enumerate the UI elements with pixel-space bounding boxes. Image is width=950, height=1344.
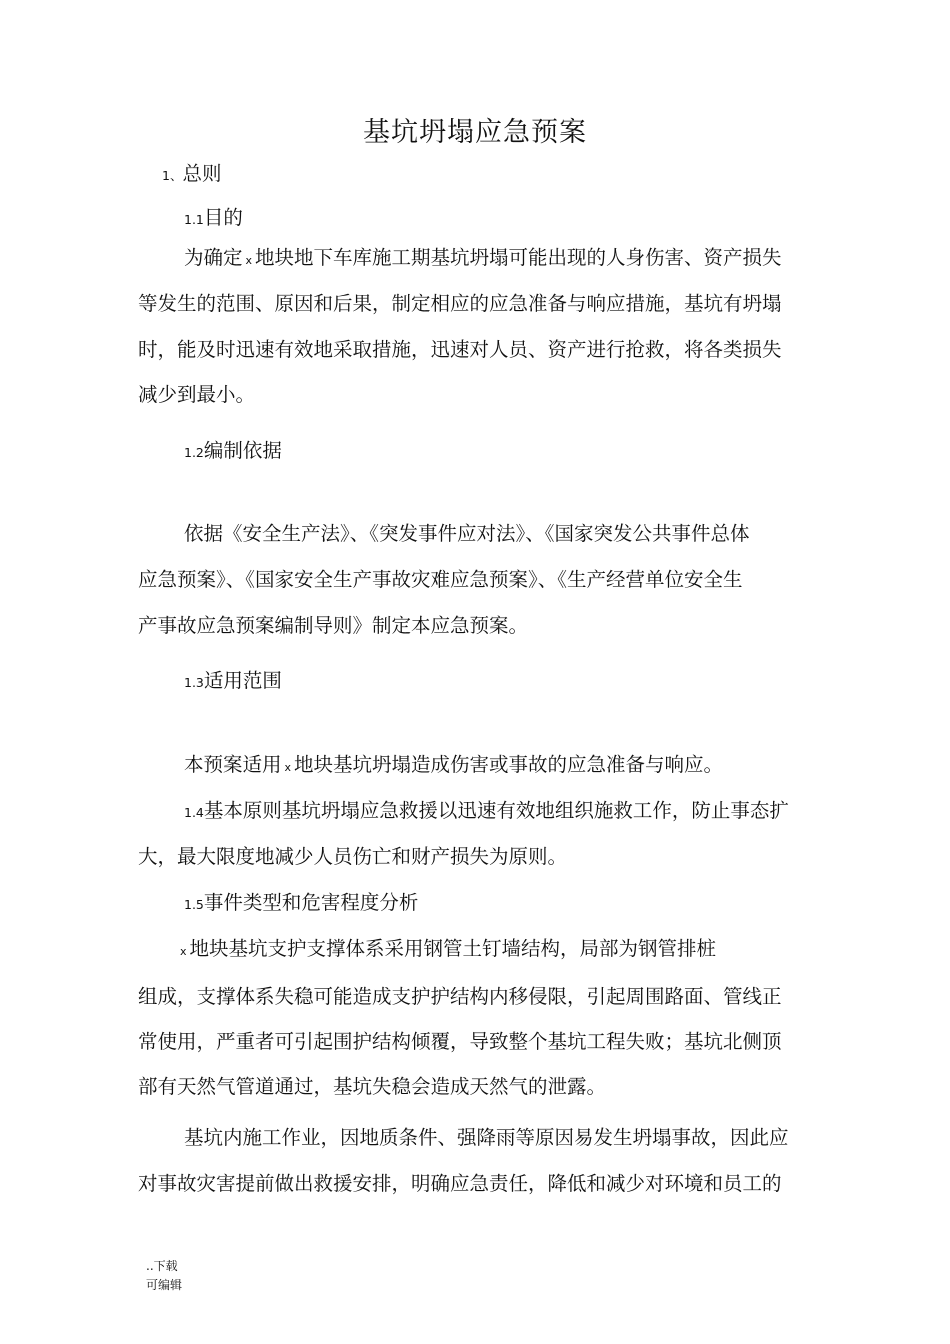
section-title: 编制依据	[203, 439, 282, 462]
section-number: 1.4	[184, 805, 204, 820]
paragraph-line	[184, 244, 782, 275]
paragraph-line: 部有天然气管道通过，基坑失稳会造成天然气的泄露。	[138, 1075, 607, 1098]
section-number: 1.1	[184, 212, 204, 227]
section-1-5-heading	[184, 889, 418, 919]
footer-editable-note: 可编辑	[146, 1278, 183, 1292]
section-1-heading	[162, 160, 221, 190]
text-span: 地块基坑支护支撑体系采用钢管土钉墙结构，局部为钢管排桩	[189, 937, 717, 960]
paragraph-line: 对事故灾害提前做出救援安排，明确应急责任，降低和减少对环境和员工的	[138, 1172, 782, 1195]
paragraph-line	[180, 935, 716, 966]
section-number: 1、	[162, 168, 183, 183]
section-title: 目的	[203, 206, 243, 229]
paragraph-line: 依据《安全生产法》、《突发事件应对法》、《国家突发公共事件总体	[184, 522, 750, 545]
section-number: 1.5	[184, 897, 204, 912]
section-title: 适用范围	[203, 669, 282, 692]
paragraph-line: 基坑内施工作业，因地质条件、强降雨等原因易发生坍塌事故，因此应	[184, 1126, 789, 1149]
paragraph-line: 产事故应急预案编制导则》制定本应急预案。	[138, 614, 529, 637]
paragraph-line	[184, 751, 723, 782]
section-1-4-line	[184, 797, 789, 827]
footer-download-note: ..下载	[146, 1259, 178, 1273]
paragraph-line: 时，能及时迅速有效地采取措施，迅速对人员、资产进行抢救，将各类损失	[138, 338, 782, 361]
section-number: 1.2	[184, 445, 204, 460]
document-title: 基坑坍塌应急预案	[363, 117, 587, 148]
paragraph-line: 大，最大限度地减少人员伤亡和财产损失为原则。	[138, 845, 568, 868]
placeholder-mark: x	[284, 761, 292, 774]
text-span: 地块地下车库施工期基坑坍塌可能出现的人身伤害、资产损失	[255, 246, 782, 269]
placeholder-mark: x	[180, 945, 187, 958]
section-1-2-heading	[184, 437, 282, 467]
text-span: 基本原则基坑坍塌应急救援以迅速有效地组织施救工作，防止事态扩	[203, 799, 789, 822]
section-title: 事件类型和危害程度分析	[203, 891, 419, 914]
paragraph-line: 应急预案》、《国家安全生产事故灾难应急预案》、《生产经营单位安全生	[138, 568, 743, 591]
section-title: 总则	[182, 162, 222, 185]
text-span: 本预案适用	[184, 753, 282, 776]
paragraph-line: 等发生的范围、原因和后果，制定相应的应急准备与响应措施，基坑有坍塌	[138, 292, 782, 315]
paragraph-line: 组成，支撑体系失稳可能造成支护护结构内移侵限，引起周围路面、管线正	[138, 985, 782, 1008]
paragraph-line: 减少到最小。	[138, 383, 256, 406]
section-number: 1.3	[184, 675, 204, 690]
placeholder-mark: x	[245, 254, 253, 267]
text-span: 为确定	[184, 246, 243, 269]
section-1-3-heading	[184, 667, 282, 697]
text-span: 地块基坑坍塌造成伤害或事故的应急准备与响应。	[294, 753, 724, 776]
paragraph-line: 常使用，严重者可引起围护结构倾覆，导致整个基坑工程失败；基坑北侧顶	[138, 1030, 782, 1053]
section-1-1-heading	[184, 204, 243, 234]
